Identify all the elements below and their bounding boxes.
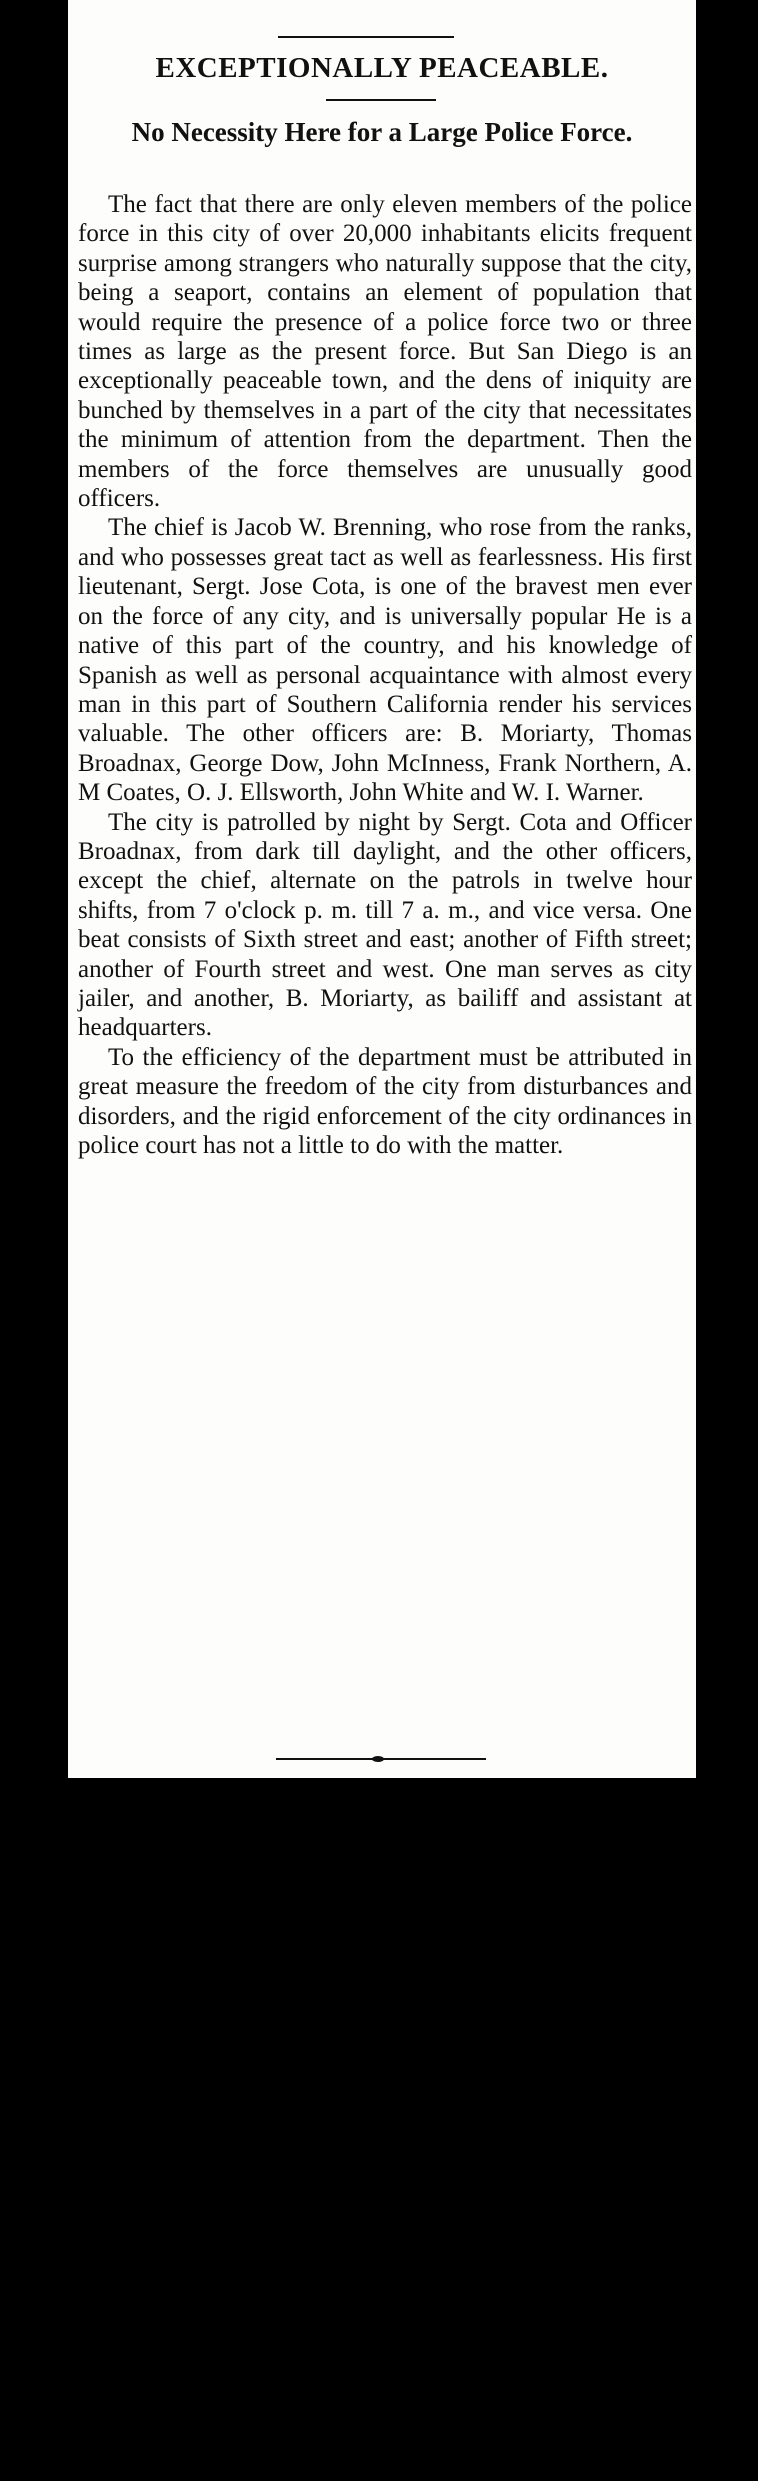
paragraph: To the efficiency of the department must be attributed in great measure the freedom of the city from disturbances and disorders, and the rigid enforcement of the city ordinances in police court has not a little to do with the matter. (78, 1043, 692, 1159)
subheadline: No Necessity Here for a Large Police Force. (131, 117, 633, 147)
paragraph: The city is patrolled by night by Sergt. Cota and Officer Broadnax, from dark till daylight, and the other officers, except the chief, alternate on the patrols in twelve hour shifts, from 7 o'clock p. m. till 7 a. m., and vice versa. One beat consists of Sixth street and east; another of Fifth street; another of Fourth street and west. One man serves as city jailer, and another, B. Moriarty, as bailiff and assistant at headquarters. (78, 808, 692, 1042)
newspaper-column (68, 0, 696, 1778)
paragraph: The fact that there are only eleven members of the police force in this city of over 20,000 inhabitants elicits frequent surprise among strangers who naturally suppose that the city, being a seaport, contains an element of population that would require the presence of a police force two or three times as large as the present force. But San Diego is an exceptionally peaceable town, and the dens of iniquity are bunched by themselves in a part of the city that necessitates the minimum of attention from the department. Then the members of the force themselves are unusually good officers. (78, 191, 692, 513)
headline: EXCEPTIONALLY PEACEABLE. (155, 52, 609, 84)
end-rule (276, 1758, 486, 1760)
headline-divider (326, 99, 436, 101)
paragraph: The chief is Jacob W. Brenning, who rose from the ranks, and who possesses great tact as well as fearlessness. His first lieutenant, Sergt. Jose Cota, is one of the bravest men ever on the force of any city, and is universally popular He is a native of this part of the country, and his knowledge of Spanish as well as personal acquaintance with almost every man in this part of Southern California render his services valuable. The other officers are: B. Moriarty, Thomas Broadnax, George Dow, John McInness, Frank Northern, A. M Coates, O. J. Ellsworth, John White and W. I. Warner. (78, 514, 692, 807)
article-body (78, 190, 692, 1160)
top-rule (278, 36, 454, 38)
